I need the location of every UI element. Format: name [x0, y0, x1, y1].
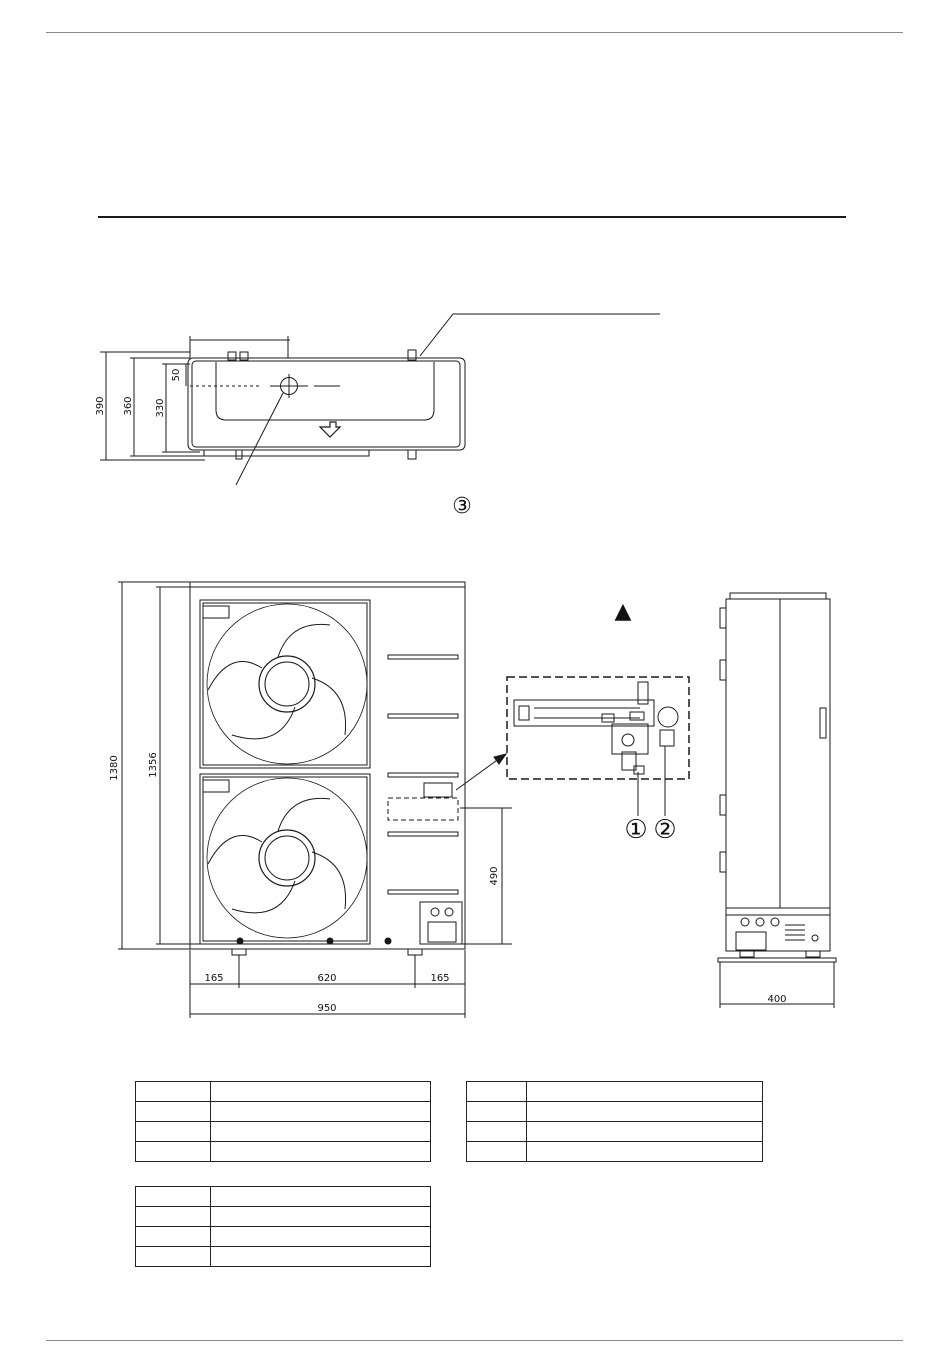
table-row: [136, 1187, 431, 1207]
dim-50-label: 50: [171, 368, 182, 382]
table-row: [467, 1142, 763, 1162]
table-row: [136, 1247, 431, 1267]
front-view: [118, 582, 512, 1018]
view-a-marker: ▲: [614, 599, 632, 624]
spec-table-b: [466, 1081, 763, 1162]
detail-pointer: [456, 758, 500, 790]
table-row: [136, 1102, 431, 1122]
table-row: [136, 1207, 431, 1227]
fan-panel-lower: [200, 774, 370, 944]
dim-620-label: 620: [317, 973, 337, 984]
table-row: [136, 1082, 431, 1102]
callout-3: ③: [452, 494, 472, 519]
dim-950-label: 950: [317, 1003, 337, 1014]
table-row: [467, 1122, 763, 1142]
side-view: [718, 593, 836, 1008]
top-view: [100, 314, 660, 485]
dim-1380-label: 1380: [109, 755, 120, 781]
callout-1: ①: [624, 815, 648, 845]
dim-360-label: 360: [123, 396, 134, 416]
table-row: [467, 1082, 763, 1102]
table-row: [136, 1227, 431, 1247]
table-row: [467, 1102, 763, 1122]
valve-area-marker: [388, 798, 458, 820]
valve-detail-view: [507, 677, 689, 816]
dim-490-label: 490: [489, 866, 500, 886]
top-view-leader: [420, 314, 660, 356]
dim-165-right-label: 165: [430, 973, 450, 984]
dim-390-label: 390: [95, 396, 106, 416]
table-row: [136, 1122, 431, 1142]
spec-table-a: [135, 1081, 431, 1162]
dim-165-left-label: 165: [204, 973, 224, 984]
table-row: [136, 1142, 431, 1162]
dim-1356-label: 1356: [148, 752, 159, 778]
spec-table-c: [135, 1186, 431, 1267]
fan-panel-upper: [200, 600, 370, 768]
hole-leader: [236, 393, 283, 485]
callout-2: ②: [653, 815, 677, 845]
dim-330-label: 330: [155, 398, 166, 418]
dim-400-label: 400: [767, 994, 787, 1005]
